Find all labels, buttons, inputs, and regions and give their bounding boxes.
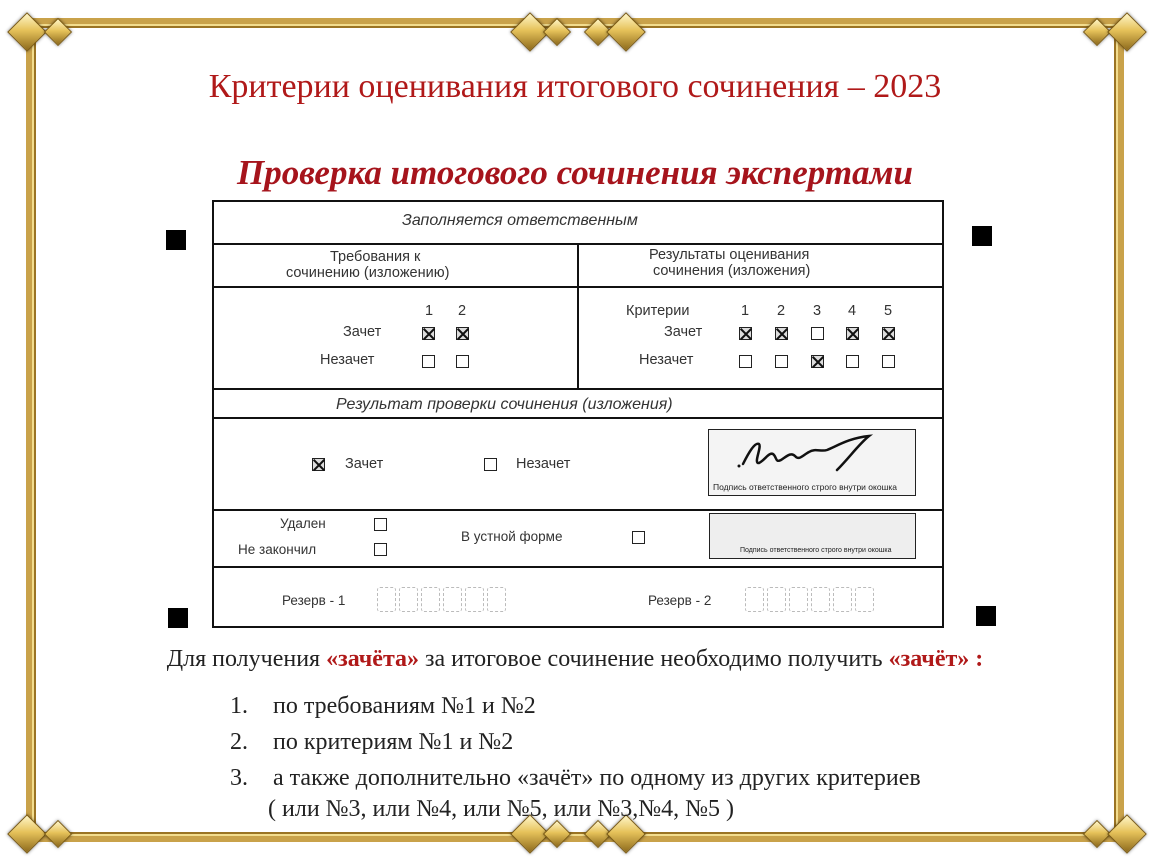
page-subtitle: Проверка итогового сочинения экспертами (237, 153, 913, 192)
reserve-cell[interactable] (811, 587, 830, 612)
list-continuation: ( или №3, или №4, или №5, или №3,№4, №5 ) (268, 796, 735, 822)
reserve-cell[interactable] (789, 587, 808, 612)
criterion-5-pass-checkbox[interactable] (882, 327, 895, 340)
list-item-text: по критериям №1 и №2 (273, 729, 514, 755)
signature-caption-small: Подпись ответственного строго внутри окошка (740, 547, 892, 554)
requirement-number: 2 (458, 303, 467, 319)
reserve-cell[interactable] (377, 587, 396, 612)
requirements-pass-label: Зачет (343, 324, 382, 340)
criteria-fail-label: Незачет (639, 352, 694, 368)
reserve-cell[interactable] (767, 587, 786, 612)
note-bold-zachet: «зачёт» : (888, 646, 984, 672)
signature-caption: Подпись ответственного строго внутри окошка (713, 482, 898, 492)
result-pass-checkbox[interactable] (312, 458, 325, 471)
reserve-cell[interactable] (855, 587, 874, 612)
reserve-cell[interactable] (745, 587, 764, 612)
divider (212, 388, 944, 390)
requirement-1-pass-checkbox[interactable] (422, 327, 435, 340)
requirement-2-fail-checkbox[interactable] (456, 355, 469, 368)
result-heading: Результат проверки сочинения (изложения) (336, 396, 673, 413)
alignment-marker (972, 226, 992, 246)
result-fail-label: Незачет (516, 456, 571, 472)
signature-box-small[interactable] (709, 513, 916, 559)
requirement-note (0, 646, 1150, 673)
criterion-2-pass-checkbox[interactable] (775, 327, 788, 340)
reserve-cell[interactable] (399, 587, 418, 612)
criterion-1-pass-checkbox[interactable] (739, 327, 752, 340)
criterion-number: 3 (813, 303, 822, 319)
reserve-cell[interactable] (421, 587, 440, 612)
requirement-2-pass-checkbox[interactable] (456, 327, 469, 340)
page-title: Критерии оценивания итогового сочинения – 2023 (208, 68, 942, 105)
list-item-text: а также дополнительно «зачёт» по одному из других критериев (273, 765, 921, 791)
alignment-marker (166, 230, 186, 250)
reserve-cell[interactable] (833, 587, 852, 612)
list-item-number: 3. (230, 765, 248, 791)
divider (212, 566, 944, 568)
requirements-heading: Требования к (330, 249, 421, 265)
result-pass-label: Зачет (345, 456, 384, 472)
oral-form-checkbox[interactable] (632, 531, 645, 544)
reserve-cell[interactable] (443, 587, 462, 612)
criterion-number: 1 (741, 303, 750, 319)
list-item-number: 2. (230, 729, 248, 755)
divider (577, 243, 579, 389)
divider (212, 509, 944, 511)
form-header: Заполняется ответственным (402, 212, 638, 229)
alignment-marker (976, 606, 996, 626)
signature-icon (709, 430, 915, 480)
criterion-5-fail-checkbox[interactable] (882, 355, 895, 368)
requirements-heading: сочинению (изложению) (286, 265, 450, 281)
result-fail-checkbox[interactable] (484, 458, 497, 471)
criterion-number: 4 (848, 303, 857, 319)
results-heading: Результаты оценивания (649, 247, 810, 263)
signature-box[interactable] (708, 429, 916, 496)
requirements-fail-label: Незачет (320, 352, 375, 368)
alignment-marker (168, 608, 188, 628)
note-middle: за итоговое сочинение необходимо получить (419, 646, 889, 672)
criterion-3-pass-checkbox[interactable] (811, 327, 824, 340)
criterion-number: 5 (884, 303, 893, 319)
criteria-label: Критерии (626, 303, 690, 319)
removed-label: Удален (280, 516, 326, 531)
criterion-number: 2 (777, 303, 786, 319)
reserve-cell[interactable] (465, 587, 484, 612)
list-item-number: 1. (230, 693, 248, 719)
criterion-4-pass-checkbox[interactable] (846, 327, 859, 340)
list-item-text: по требованиям №1 и №2 (273, 693, 536, 719)
evaluation-form (212, 200, 944, 628)
criterion-1-fail-checkbox[interactable] (739, 355, 752, 368)
reserve-2-label: Резерв - 2 (648, 593, 712, 608)
criterion-2-fail-checkbox[interactable] (775, 355, 788, 368)
divider (212, 417, 944, 419)
oral-form-label: В устной форме (461, 529, 563, 544)
results-heading: сочинения (изложения) (653, 263, 811, 279)
reserve-1-label: Резерв - 1 (282, 593, 346, 608)
reserve-cell[interactable] (487, 587, 506, 612)
note-bold-zacheta: «зачёта» (326, 646, 420, 672)
requirement-number: 1 (425, 303, 434, 319)
criterion-4-fail-checkbox[interactable] (846, 355, 859, 368)
removed-checkbox[interactable] (374, 518, 387, 531)
not-finished-label: Не закончил (238, 542, 317, 557)
not-finished-checkbox[interactable] (374, 543, 387, 556)
note-prefix: Для получения (166, 646, 327, 672)
requirement-1-fail-checkbox[interactable] (422, 355, 435, 368)
criteria-pass-label: Зачет (664, 324, 703, 340)
criterion-3-fail-checkbox[interactable] (811, 355, 824, 368)
